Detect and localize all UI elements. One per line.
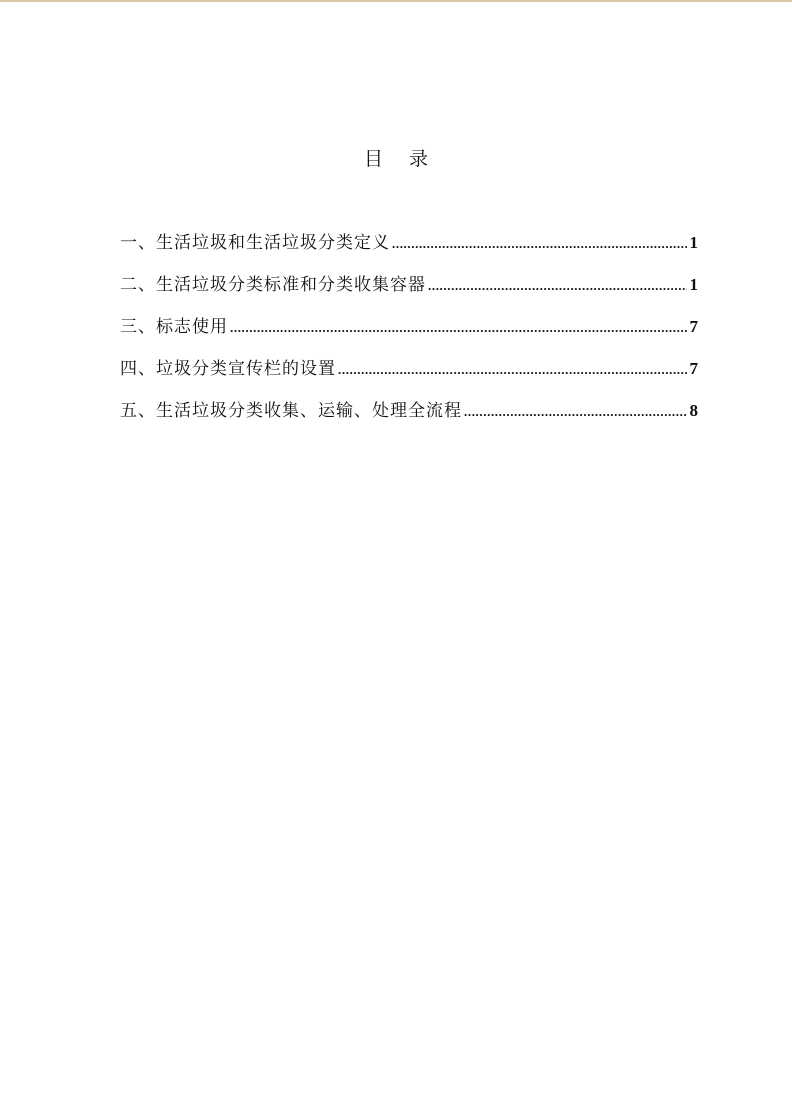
toc-title: 目 录 [363, 148, 439, 170]
toc-dot-leader [338, 354, 687, 386]
toc-entry-text: 三、标志使用 [120, 317, 228, 337]
toc-entry-1[interactable] [120, 227, 698, 269]
toc-entry-page: 1 [689, 275, 698, 294]
toc-entry-4[interactable] [120, 353, 698, 395]
toc-entry-text: 五、生活垃圾分类收集、运输、处理全流程 [120, 401, 462, 421]
top-border-rule [0, 0, 792, 2]
toc-dot-leader [230, 312, 687, 344]
toc-entry-text: 二、生活垃圾分类标准和分类收集容器 [120, 275, 426, 295]
toc-dot-leader [392, 228, 687, 260]
toc-entry-text: 四、垃圾分类宣传栏的设置 [120, 359, 336, 379]
toc-entry-page: 7 [689, 317, 698, 336]
toc-entry-text: 一、生活垃圾和生活垃圾分类定义 [120, 233, 390, 253]
toc-entry-5[interactable] [120, 395, 698, 437]
table-of-contents [120, 227, 698, 437]
toc-entry-page: 7 [689, 359, 698, 378]
toc-entry-page: 8 [689, 401, 698, 420]
toc-dot-leader [464, 396, 687, 428]
toc-entry-page: 1 [689, 233, 698, 252]
toc-entry-3[interactable] [120, 311, 698, 353]
toc-dot-leader [428, 270, 687, 302]
toc-entry-2[interactable] [120, 269, 698, 311]
